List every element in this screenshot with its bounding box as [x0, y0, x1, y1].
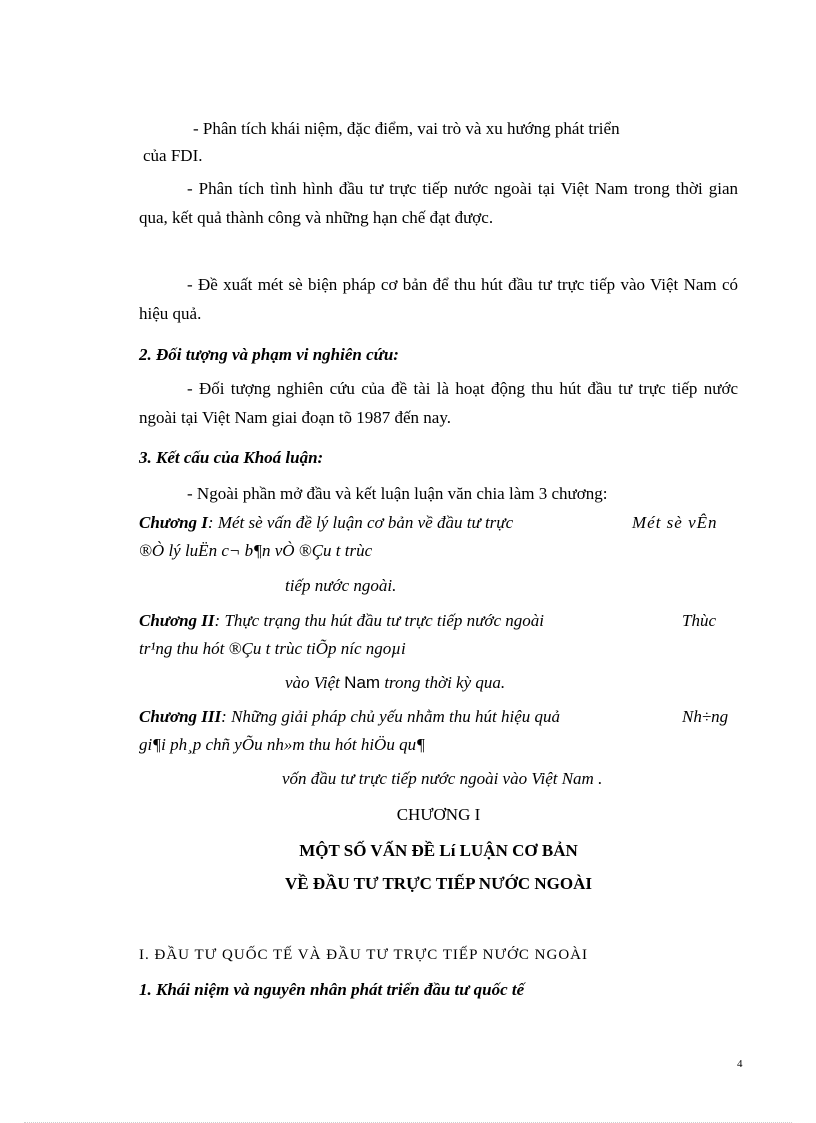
chapter-2-garbled-line: tr¹ng thu hót ®Çu t trùc tiÕp níc ngoµi — [139, 639, 406, 658]
chapter-2-text: : Thực trạng thu hút đầu tư trực tiếp nước ngoài — [214, 611, 545, 630]
objective-1-continuation: của FDI. — [143, 146, 203, 165]
chapter-3-entry — [139, 707, 560, 727]
chapter-3-garbled-line: gi¶i ph¸p chñ yÕu nh»m thu hót hiÖu qu¶ — [139, 735, 425, 754]
chapter-3-garbled-right: Nh÷ng — [682, 707, 729, 726]
objective-paragraph-2: - Phân tích tình hình đầu tư trực tiếp nước ngoài tại Việt Nam trong thời gian qua, kết quả thành công và những hạn chế đạt được. — [139, 179, 738, 227]
chapter-title-line-2: VỀ ĐẦU TƯ TRỰC TIẾP NƯỚC NGOÀI — [285, 874, 592, 893]
section-I-heading: I. ĐẦU TƯ QUỐC TẾ VÀ ĐẦU TƯ TRỰC TIẾP NƯỚC NGOÀI — [139, 947, 589, 963]
structure-paragraph: - Ngoài phần mở đầu và kết luận luận văn chia làm 3 chương: — [187, 484, 608, 503]
section-1-heading: 1. Khái niệm và nguyên nhân phát triển đầu tư quốc tế — [139, 980, 525, 999]
chapter-2-label: Chương II — [139, 611, 215, 630]
chapter-2-garbled-right: Thùc — [682, 611, 716, 630]
chapter-label: CHƯƠNG I — [396, 805, 481, 824]
chapter-1-label: Chương I — [139, 513, 208, 532]
chapter-2-cont-a: vào Việt — [285, 673, 345, 692]
chapter-2-cont-b: Nam — [344, 673, 381, 692]
chapter-1-entry — [139, 513, 513, 533]
chapter-title-line-1: MỘT SỐ VẤN ĐỀ Lí LUẬN CƠ BẢN — [299, 841, 578, 860]
chapter-1-continuation: tiếp nước ngoài. — [285, 576, 397, 595]
chapter-3-continuation: vốn đầu tư trực tiếp nước ngoài vào Việt Nam . — [282, 769, 603, 788]
chapter-2-continuation — [285, 673, 505, 693]
chapter-1-garbled-line: ®Ò lý luËn c¬ b¶n vÒ ®Çu t trùc — [139, 541, 373, 560]
page-number: 4 — [737, 1058, 743, 1070]
chapter-2-cont-c: trong thời kỳ qua. — [380, 673, 506, 692]
objective-paragraph-3: - Đề xuất mét sè biện pháp cơ bản để thu hút đầu tư trực tiếp vào Việt Nam có hiệu quả. — [139, 275, 738, 323]
objective-1-line: - Phân tích khái niệm, đặc điểm, vai trò và xu hướng phát triển — [193, 119, 620, 138]
scope-paragraph: - Đối tượng nghiên cứu của đề tài là hoạt động thu hút đầu tư trực tiếp nước ngoài tại Việt Nam giai đoạn tõ 1987 đến nay. — [139, 379, 738, 427]
chapter-1-text: : Mét sè vấn đề lý luận cơ bản về đầu tư trực — [207, 513, 514, 532]
section-heading-3: 3. Kết cấu của Khoá luận: — [139, 448, 324, 467]
chapter-1-garbled-right: Mét sè vÊn — [632, 513, 718, 532]
chapter-3-label: Chương III — [139, 707, 222, 726]
section-heading-2: 2. Đối tượng và phạm vi nghiên cứu: — [139, 345, 399, 364]
chapter-2-entry — [139, 611, 544, 631]
objective-paragraph-1 — [139, 114, 738, 169]
chapter-3-text: : Những giải pháp chủ yếu nhằm thu hút hiệu quả — [221, 707, 561, 726]
